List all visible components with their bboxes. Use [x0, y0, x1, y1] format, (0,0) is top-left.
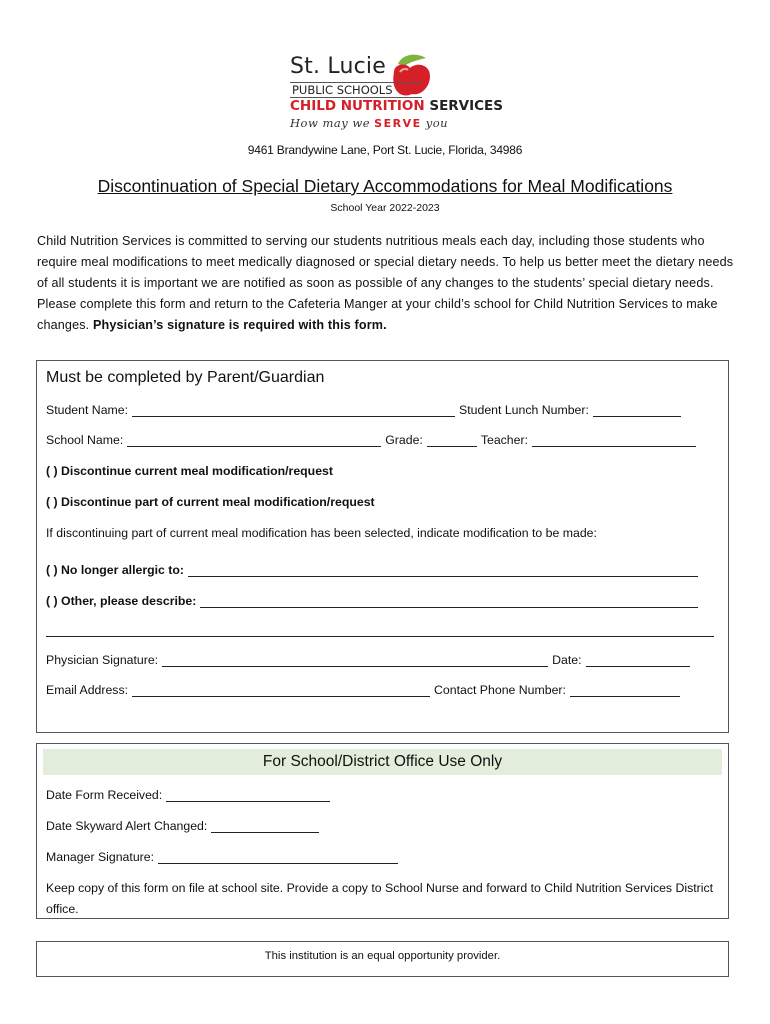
intro-text: Child Nutrition Services is committed to serving our students nutritious meals each day, including those students who require meal modifications to meet medically diagnosed or special dietary needs. To help us better meet the dietary needs of all students it is important we are notified as soon as possible of any changes to the students’ special dietary needs. Please complete this form and return to the Cafeteria Manger at your child’s school for Child Nutrition Services to make changes.: [37, 234, 734, 332]
lunch-number-label: Student Lunch Number:: [459, 403, 589, 417]
date-skyward-row: [46, 819, 323, 833]
teacher-label: Teacher:: [480, 433, 528, 447]
other-field[interactable]: [200, 595, 698, 608]
school-row: [46, 433, 700, 447]
page-title: Discontinuation of Special Dietary Accommodations for Meal Modifications: [97, 176, 673, 196]
date-received-row: [46, 788, 334, 802]
logo-subtitle: PUBLIC SCHOOLS: [290, 82, 422, 98]
phone-field[interactable]: [570, 684, 680, 697]
phone-label: Contact Phone Number:: [434, 683, 566, 697]
date-skyward-field[interactable]: [211, 820, 319, 833]
date-field[interactable]: [586, 654, 690, 667]
logo: [288, 52, 504, 132]
date-received-label: Date Form Received:: [46, 788, 163, 802]
office-use-section: [36, 743, 729, 919]
discontinue-option-label: ( ) Discontinue current meal modification/request: [46, 464, 333, 478]
manager-signature-label: Manager Signature:: [46, 850, 155, 864]
logo-tagline: [290, 116, 448, 130]
physician-signature-label: Physician Signature:: [46, 653, 159, 667]
teacher-field[interactable]: [532, 434, 696, 447]
student-name-label: Student Name:: [46, 403, 129, 417]
student-name-field[interactable]: [132, 404, 455, 417]
logo-tagline-a: How may we: [290, 116, 375, 130]
school-name-label: School Name:: [46, 433, 124, 447]
email-label: Email Address:: [46, 683, 129, 697]
other-continuation-line[interactable]: [46, 636, 714, 637]
office-use-heading: For School/District Office Use Only: [43, 749, 722, 775]
email-field[interactable]: [132, 684, 430, 697]
no-longer-allergic-label[interactable]: ( ) No longer allergic to:: [46, 563, 185, 577]
date-skyward-label: Date Skyward Alert Changed:: [46, 819, 208, 833]
grade-label: Grade:: [385, 433, 423, 447]
no-longer-allergic-field[interactable]: [188, 564, 698, 577]
logo-district-name: St. Lucie: [290, 54, 386, 79]
school-name-field[interactable]: [127, 434, 381, 447]
discontinue-option[interactable]: [46, 464, 333, 478]
lunch-number-field[interactable]: [593, 404, 681, 417]
footer-box: [36, 941, 729, 977]
other-label[interactable]: ( ) Other, please describe:: [46, 594, 197, 608]
office-note: Keep copy of this form on file at school site. Provide a copy to School Nurse and forward to Child Nutrition Services District office.: [46, 881, 714, 916]
contact-row: [46, 683, 684, 697]
section-heading: Must be completed by Parent/Guardian: [46, 369, 325, 386]
logo-department-part1: CHILD NUTRITION: [290, 98, 425, 114]
student-row: [46, 403, 685, 417]
partial-discontinue-option-label: ( ) Discontinue part of current meal modification/request: [46, 495, 375, 509]
school-year: School Year 2022-2023: [330, 202, 440, 214]
physician-signature-field[interactable]: [162, 654, 548, 667]
intro-paragraph: [37, 231, 737, 336]
other-row: [46, 594, 702, 608]
logo-department-part2: SERVICES: [429, 98, 504, 114]
physician-row: [46, 653, 694, 667]
logo-tagline-serve: SERVE: [374, 117, 422, 130]
date-label: Date:: [552, 653, 582, 667]
instruction-label: If discontinuing part of current meal modification has been selected, indicate modification to be made:: [46, 526, 597, 540]
instruction-text: [46, 526, 597, 540]
address: 9461 Brandywine Lane, Port St. Lucie, Florida, 34986: [247, 143, 523, 157]
equal-opportunity-statement: This institution is an equal opportunity provider.: [264, 950, 501, 962]
logo-department: [290, 98, 503, 114]
logo-tagline-c: you: [421, 116, 449, 130]
manager-signature-row: [46, 850, 402, 864]
intro-bold-note: Physician’s signature is required with this form.: [92, 318, 387, 332]
no-longer-allergic-row: [46, 563, 702, 577]
grade-field[interactable]: [427, 434, 477, 447]
date-received-field[interactable]: [166, 789, 330, 802]
partial-discontinue-option[interactable]: [46, 495, 375, 509]
parent-guardian-section: [36, 360, 729, 733]
manager-signature-field[interactable]: [158, 851, 398, 864]
